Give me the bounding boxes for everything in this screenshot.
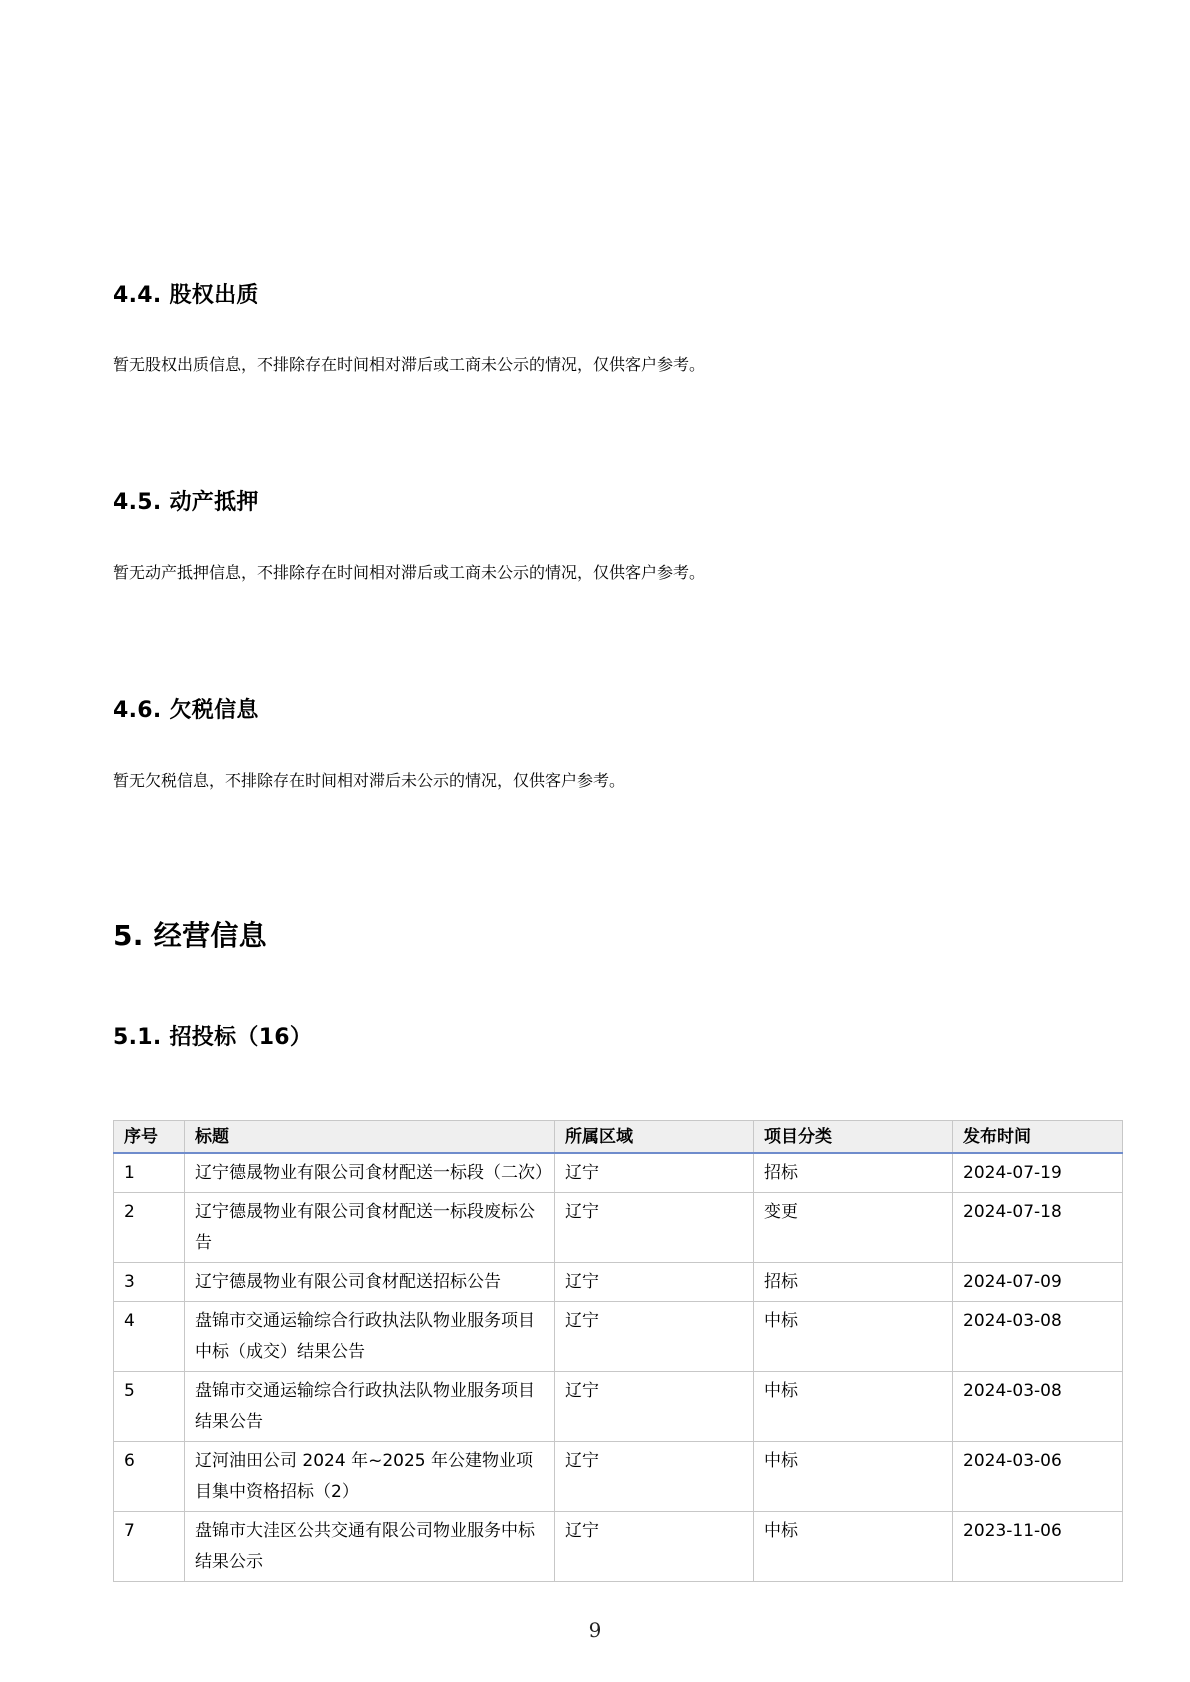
cell-region: 辽宁 [555, 1512, 754, 1582]
header-category: 项目分类 [754, 1121, 953, 1154]
header-title: 标题 [185, 1121, 555, 1154]
cell-no: 7 [114, 1512, 185, 1582]
bid-table [113, 1120, 1123, 1582]
cell-region: 辽宁 [555, 1153, 754, 1193]
cell-category: 招标 [754, 1263, 953, 1302]
heading-5: 5. 经营信息 [113, 919, 267, 952]
cell-category: 中标 [754, 1302, 953, 1372]
heading-4-6: 4.6. 欠税信息 [113, 698, 259, 723]
heading-4-5: 4.5. 动产抵押 [113, 490, 259, 515]
table-row [114, 1302, 1123, 1372]
cell-category: 变更 [754, 1193, 953, 1263]
table-row [114, 1372, 1123, 1442]
cell-date: 2024-07-18 [953, 1193, 1123, 1263]
cell-title: 辽宁德晟物业有限公司食材配送一标段废标公告 [185, 1193, 555, 1263]
table-row [114, 1193, 1123, 1263]
cell-no: 5 [114, 1372, 185, 1442]
heading-5-1: 5.1. 招投标（16） [113, 1025, 313, 1050]
page-number: 9 [588, 1618, 602, 1642]
cell-date: 2024-07-19 [953, 1153, 1123, 1193]
cell-title: 辽宁德晟物业有限公司食材配送一标段（二次） [185, 1153, 555, 1193]
cell-title: 辽宁德晟物业有限公司食材配送招标公告 [185, 1263, 555, 1302]
cell-no: 6 [114, 1442, 185, 1512]
cell-no: 4 [114, 1302, 185, 1372]
cell-no: 2 [114, 1193, 185, 1263]
cell-date: 2024-03-08 [953, 1372, 1123, 1442]
cell-region: 辽宁 [555, 1302, 754, 1372]
cell-title: 盘锦市交通运输综合行政执法队物业服务项目结果公告 [185, 1372, 555, 1442]
cell-category: 中标 [754, 1372, 953, 1442]
cell-title: 盘锦市大洼区公共交通有限公司物业服务中标结果公示 [185, 1512, 555, 1582]
header-no: 序号 [114, 1121, 185, 1154]
table-row [114, 1442, 1123, 1512]
cell-date: 2024-07-09 [953, 1263, 1123, 1302]
cell-date: 2024-03-06 [953, 1442, 1123, 1512]
cell-category: 中标 [754, 1512, 953, 1582]
table-row [114, 1512, 1123, 1582]
table-row [114, 1153, 1123, 1193]
paragraph-4-6: 暂无欠税信息，不排除存在时间相对滞后未公示的情况，仅供客户参考。 [113, 771, 626, 790]
cell-date: 2023-11-06 [953, 1512, 1123, 1582]
header-region: 所属区域 [555, 1121, 754, 1154]
table-row [114, 1263, 1123, 1302]
cell-region: 辽宁 [555, 1193, 754, 1263]
cell-date: 2024-03-08 [953, 1302, 1123, 1372]
cell-title: 辽河油田公司 2024 年~2025 年公建物业项目集中资格招标（2） [185, 1442, 555, 1512]
table-header-row [114, 1121, 1123, 1154]
cell-region: 辽宁 [555, 1442, 754, 1512]
cell-no: 3 [114, 1263, 185, 1302]
paragraph-4-4: 暂无股权出质信息，不排除存在时间相对滞后或工商未公示的情况，仅供客户参考。 [113, 355, 706, 374]
cell-category: 招标 [754, 1153, 953, 1193]
cell-region: 辽宁 [555, 1372, 754, 1442]
header-date: 发布时间 [953, 1121, 1123, 1154]
cell-title: 盘锦市交通运输综合行政执法队物业服务项目中标（成交）结果公告 [185, 1302, 555, 1372]
cell-category: 中标 [754, 1442, 953, 1512]
cell-region: 辽宁 [555, 1263, 754, 1302]
heading-4-4: 4.4. 股权出质 [113, 283, 259, 308]
paragraph-4-5: 暂无动产抵押信息，不排除存在时间相对滞后或工商未公示的情况，仅供客户参考。 [113, 563, 706, 582]
cell-no: 1 [114, 1153, 185, 1193]
